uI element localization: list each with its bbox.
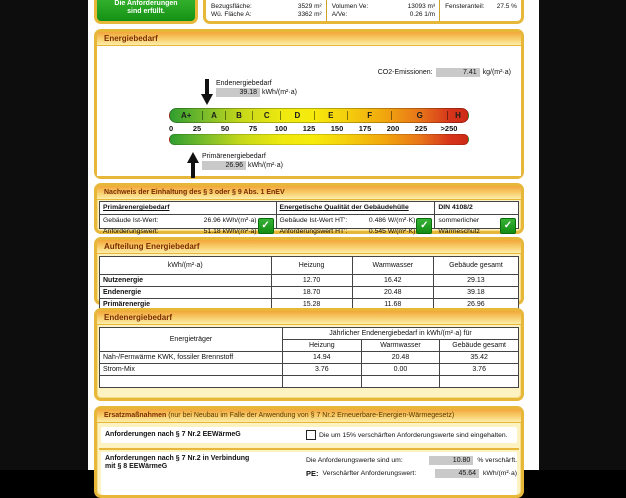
- building-data-row: [332, 3, 435, 11]
- aufteilung-unit-header: kWh/(m²·a): [100, 257, 272, 275]
- row-label: Endenergie: [100, 287, 272, 299]
- building-data-col1: [206, 0, 326, 21]
- section-endenergiebedarf-title: Endenergiebedarf: [97, 311, 521, 325]
- column-header-gesamt: Gebäude gesamt: [433, 257, 518, 275]
- section-endenergiebedarf: [94, 308, 524, 401]
- table-cell-empty: [282, 376, 361, 388]
- ht-istwert-label: Gebäude Ist-Wert HT':: [279, 217, 348, 224]
- nachweis-row: [277, 215, 435, 226]
- endenergie-unit: kWh/(m²·a): [261, 89, 297, 96]
- ersatz-row2-label: [101, 452, 306, 495]
- nachweis-row: [100, 226, 276, 237]
- check-icon: ✓: [500, 218, 516, 234]
- nachweis-row: [100, 215, 276, 226]
- column-header-heizung: Heizung: [271, 257, 352, 275]
- ersatz-value-line: [306, 467, 517, 480]
- scale-tick: >250: [440, 124, 458, 133]
- scale-letter: A: [203, 111, 225, 120]
- section-energiebedarf-title: Energiebedarf: [97, 32, 521, 46]
- scale-tick: 50: [220, 124, 230, 133]
- certificate-page: [88, 0, 539, 478]
- arrow-down-icon: [201, 79, 213, 105]
- column-header-heizung: Heizung: [282, 340, 361, 352]
- endenergie-value: 39.18: [216, 88, 260, 97]
- ersatz-title-bold: Ersatzmaßnahmen: [104, 412, 167, 419]
- nachweis-table: [99, 201, 519, 235]
- check-icon: ✓: [258, 218, 274, 234]
- fensteranteil-label: Fensteranteil:: [445, 3, 485, 10]
- ersatz-row1-label: Anforderungen nach § 7 Nr.2 EEWärmeG: [105, 431, 241, 438]
- ht-istwert-value: 0.486 W/(m²·K): [368, 217, 416, 224]
- energy-efficiency-scale: [169, 108, 469, 145]
- ht-anforderung-label: Anforderungswert HT':: [279, 228, 348, 235]
- anforderung-label: Anforderungswert:: [103, 228, 159, 235]
- scale-letter: F: [348, 111, 392, 120]
- scale-letter-band: [169, 108, 469, 123]
- scale-letter: C: [253, 111, 281, 120]
- scale-letter: G: [392, 111, 448, 120]
- verschaerft-value: 10.80: [429, 456, 473, 465]
- wue-flaeche-value: 3362 m²: [297, 11, 322, 18]
- scale-letter: E: [315, 111, 348, 120]
- nachweis-col-primaerenergiebedarf: [100, 202, 276, 235]
- co2-unit: kg/(m²·a): [482, 69, 511, 76]
- aufteilung-table: [99, 256, 519, 311]
- span-header: Jährlicher Endenergiebedarf in kWh/(m²·a) für: [282, 328, 518, 340]
- cell-value: 16.42: [352, 275, 433, 287]
- volumen-value: 13093 m³: [407, 3, 436, 10]
- table-row: [100, 287, 519, 299]
- table-header-row: [100, 328, 519, 340]
- building-data-col2: [326, 0, 439, 21]
- scale-tick: 175: [358, 124, 372, 133]
- divider: [99, 448, 519, 450]
- ersatz-checkbox-line: [306, 430, 508, 440]
- section-energiebedarf: [94, 29, 524, 179]
- section-aufteilung-title: Aufteilung Energiebedarf: [97, 240, 521, 254]
- verschaerft-unit: % verschärft.: [477, 457, 517, 464]
- row-label: Primärenergie: [100, 299, 272, 311]
- scale-letter: D: [281, 111, 314, 120]
- ersatz-row2: [101, 452, 517, 495]
- istwert-label: Gebäude Ist-Wert:: [103, 217, 159, 224]
- pe-label: PE:: [306, 469, 319, 478]
- building-data-row: [332, 11, 435, 19]
- endenergie-label: Endenergiebedarf: [216, 80, 272, 87]
- table-row: [100, 275, 519, 287]
- din-line2: Wärmeschutz: [438, 228, 480, 235]
- column-header-energietraeger: Energieträger: [100, 328, 283, 352]
- ersatz-title-rest: (nur bei Neubau im Falle der Anwendung von § 7 Nr.2 Erneuerbare-Energien-Wärmegesetz): [166, 412, 455, 419]
- table-row: [100, 352, 519, 364]
- cell-value: 3.76: [282, 364, 361, 376]
- ersatz-checkbox-text: Die um 15% verschärften Anforderungswerte sind eingehalten.: [319, 431, 508, 439]
- scale-letter: B: [226, 111, 254, 120]
- column-header-gesamt: Gebäude gesamt: [440, 340, 519, 352]
- column-header-warmwasser: Warmwasser: [361, 340, 440, 352]
- verschaerft-text: Die Anforderungswerte sind um:: [306, 457, 403, 464]
- ersatz-row1: [101, 427, 517, 443]
- primaer-label: Primärenergiebedarf: [202, 153, 266, 160]
- cell-value: 20.48: [361, 352, 440, 364]
- scale-tick: 150: [330, 124, 344, 133]
- checkbox[interactable]: [306, 430, 316, 440]
- table-cell-empty: [100, 376, 283, 388]
- ersatz-row2-label-line1: Anforderungen nach § 7 Nr.2 in Verbindung: [105, 455, 250, 462]
- building-data-row: [211, 3, 322, 11]
- cell-value: 20.48: [352, 287, 433, 299]
- scale-tick: 225: [414, 124, 428, 133]
- arrow-up-icon: [187, 152, 199, 178]
- cell-value: 3.76: [440, 364, 519, 376]
- scale-tick: 125: [302, 124, 316, 133]
- nachweis-col3-header: DIN 4108/2: [435, 202, 518, 215]
- ersatz-row2-label-line2: mit § 8 EEWärmeG: [105, 463, 168, 470]
- building-data-panel: [203, 0, 524, 24]
- nachweis-col-din: [434, 202, 518, 235]
- wue-flaeche-label: Wü. Fläche A:: [211, 11, 252, 18]
- scale-gradient-bar: [169, 134, 469, 145]
- co2-label: CO2-Emissionen:: [377, 69, 433, 76]
- cell-value: 39.18: [433, 287, 518, 299]
- row-label: Strom-Mix: [100, 364, 283, 376]
- section-ersatzmassnahmen: [94, 406, 524, 498]
- table-row: [100, 364, 519, 376]
- cell-value: 15.28: [271, 299, 352, 311]
- ave-label: A/Ve:: [331, 11, 348, 18]
- co2-row: [378, 68, 511, 77]
- column-header-warmwasser: Warmwasser: [352, 257, 433, 275]
- scale-tick: 200: [386, 124, 400, 133]
- building-data-row: [211, 11, 322, 19]
- scale-tick: 0: [169, 124, 174, 133]
- ave-value: 0.26 1/m: [409, 11, 436, 18]
- scale-letter: H: [455, 111, 461, 120]
- pe-value: 45.64: [435, 469, 479, 478]
- scale-letter: A+: [170, 111, 203, 120]
- bezugsflaeche-value: 3529 m²: [297, 3, 322, 10]
- nachweis-col1-header: Primärenergiebedarf: [100, 202, 276, 215]
- ht-anforderung-value: 0.545 W/(m²·K): [368, 228, 416, 235]
- anforderung-value: 51.18 kWh/(m²·a): [203, 228, 257, 235]
- scale-tick: 75: [248, 124, 258, 133]
- table-cell-empty: [440, 376, 519, 388]
- building-data-row: [445, 3, 517, 11]
- endenergie-table: [99, 327, 519, 388]
- volumen-label: Volumen Ve:: [331, 3, 369, 10]
- section-nachweis-title: Nachweis der Einhaltung des § 3 oder § 9 Abs. 1 EnEV: [97, 186, 521, 200]
- scale-tick: 100: [274, 124, 288, 133]
- primaer-value: 26.96: [202, 161, 246, 170]
- ersatz-value-line: [306, 454, 517, 467]
- nachweis-col2-header: Energetische Qualität der Gebäudehülle: [277, 202, 435, 215]
- status-line1: Die Anforderungen: [114, 0, 178, 7]
- cell-value: 26.96: [433, 299, 518, 311]
- scale-tick-band: [169, 123, 469, 134]
- co2-value: 7.41: [436, 68, 480, 77]
- energiebedarf-content: [97, 46, 521, 176]
- istwert-value: 26.96 kWh/(m²·a): [203, 217, 257, 224]
- section-aufteilung: [94, 237, 524, 308]
- status-badge: [94, 0, 198, 24]
- cell-value: 29.13: [433, 275, 518, 287]
- cell-value: 18.70: [271, 287, 352, 299]
- primaer-marker: [187, 152, 283, 178]
- row-label: Nutzenergie: [100, 275, 272, 287]
- section-ersatzmassnahmen-title: [97, 409, 521, 423]
- cell-value: 11.68: [352, 299, 433, 311]
- fensteranteil-value: 27.5 %: [496, 3, 517, 10]
- pe-unit: kWh/(m²·a): [483, 470, 517, 477]
- endenergie-marker: [201, 79, 297, 105]
- building-data-col3: [439, 0, 521, 21]
- din-line1: sommerlicher: [438, 217, 480, 224]
- table-header-row: [100, 257, 519, 275]
- table-row-empty: [100, 376, 519, 388]
- bezugsflaeche-label: Bezugsfläche:: [211, 3, 252, 10]
- scale-tick: 25: [192, 124, 202, 133]
- nachweis-col-gebaeudehuelle: [276, 202, 435, 235]
- status-line2: sind erfüllt.: [127, 8, 165, 15]
- ersatz-row2-values: [306, 452, 517, 495]
- cell-value: 0.00: [361, 364, 440, 376]
- cell-value: 14.94: [282, 352, 361, 364]
- table-cell-empty: [361, 376, 440, 388]
- row-label: Nah-/Fernwärme KWK, fossiler Brennstoff: [100, 352, 283, 364]
- cell-value: 12.70: [271, 275, 352, 287]
- pe-text: Verschärfter Anforderungswert:: [322, 470, 417, 477]
- primaer-unit: kWh/(m²·a): [247, 162, 283, 169]
- section-nachweis: [94, 183, 524, 234]
- check-icon: ✓: [416, 218, 432, 234]
- cell-value: 35.42: [440, 352, 519, 364]
- nachweis-row: [277, 226, 435, 237]
